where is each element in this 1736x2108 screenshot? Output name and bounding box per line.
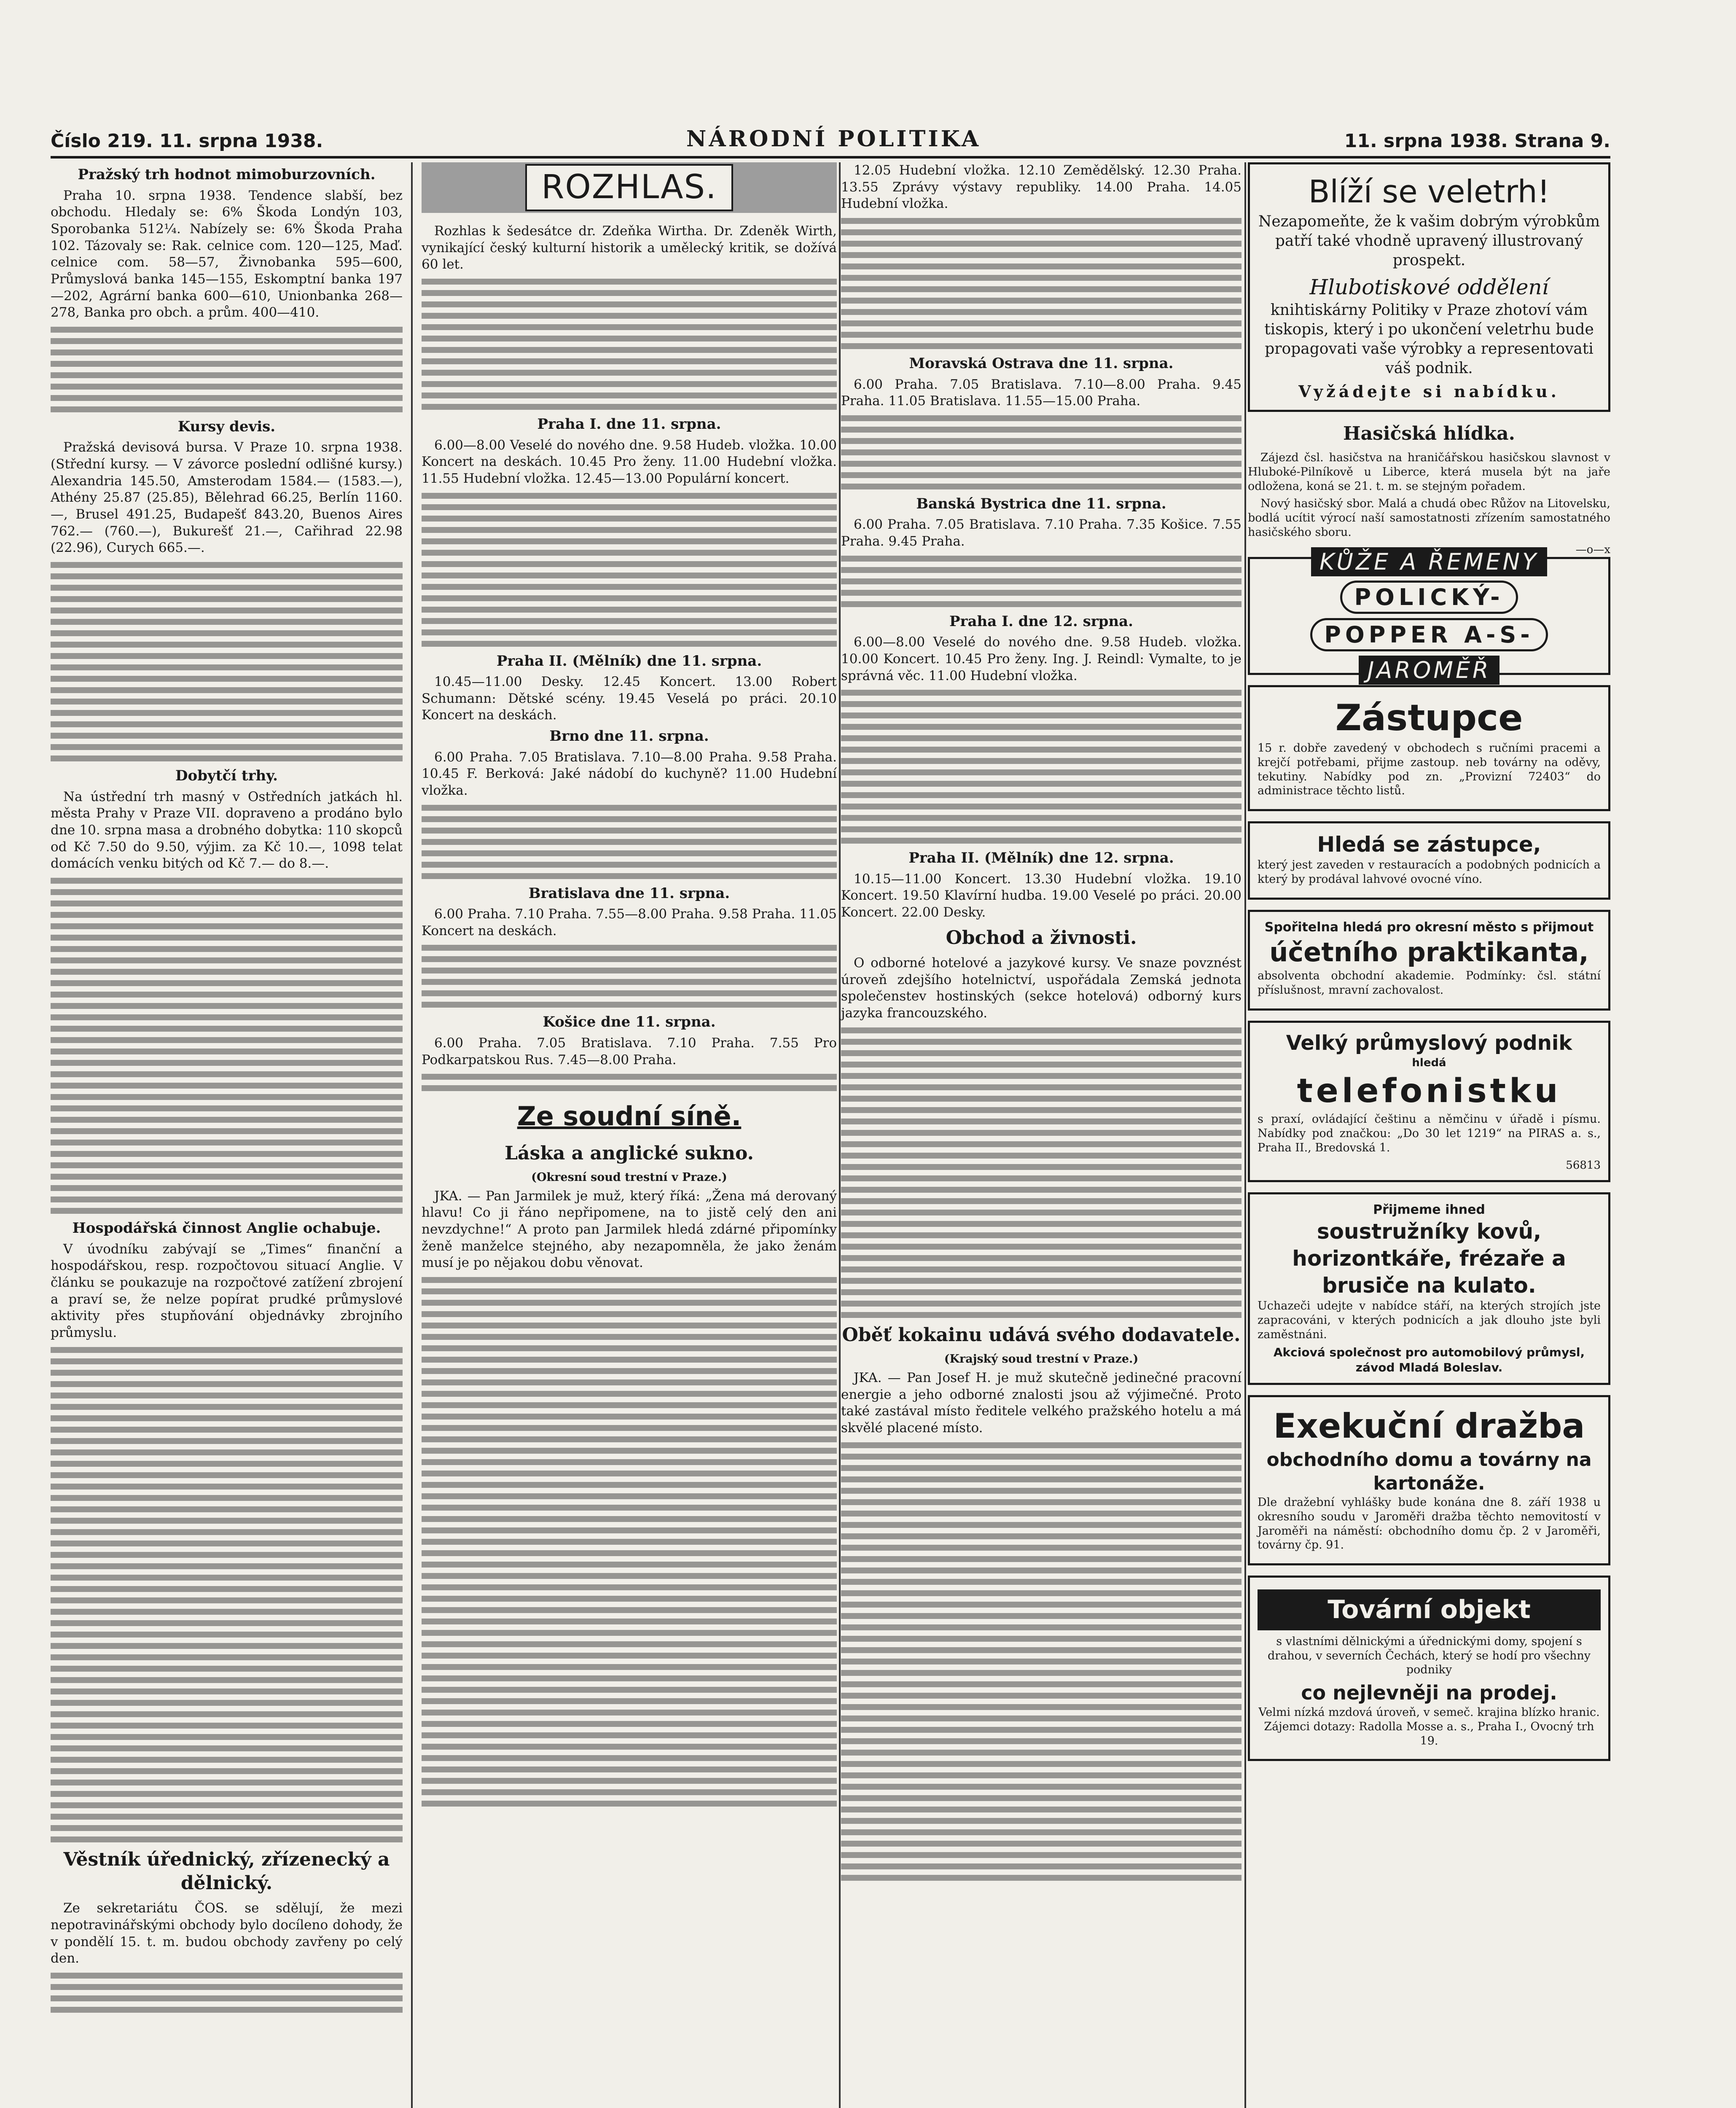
article-title: Věstník úřednický, zřízenecký a dělnický. [63,1848,390,1894]
issue-info: Číslo 219. 11. srpna 1938. [51,130,323,152]
ad-sub: obchodního domu a továrny na kartonáže. [1266,1449,1592,1494]
ad-sub: Přijmeme ihned [1373,1202,1485,1217]
veletrh-ad [1248,162,1610,412]
ad-title: soustružníky kovů, horizontkáře, frézaře a brusiče na kulato. [1292,1219,1566,1298]
program-text: 6.00 Praha. 7.05 Bratislava. 7.10 Praha. 7.55 Pro Podkarpatskou Rus. 7.45—8.00 Praha. [422,1035,837,1067]
ad-text: s praxí, ovládající češtinu a němčinu v úřadě i písmu. Nabídky pod značkou: „Do 30 let 1219“ na PIRAS a. s., Praha II., Bredovská 1. [1258,1113,1601,1154]
ad-brand: JAROMĚŘ [1359,656,1499,685]
ad-title: Velký průmyslový podnik [1286,1031,1572,1055]
program-text: 6.00 Praha. 7.10 Praha. 7.55—8.00 Praha. 9.58 Praha. 11.05 Koncert na deskách. [422,906,837,938]
text-block [422,1074,837,1091]
page-header [51,122,1610,159]
program-text: 6.00 Praha. 7.05 Bratislava. 7.10 Praha. 7.35 Košice. 7.55 Praha. 9.45 Praha. [841,517,1242,549]
article-text: O odborné hotelové a jazykové kursy. Ve snaze povznést úroveň zdejšího hotelnictví, uspořádala Zemská jednota společenstev hostinských (sekce hotelová) odborný kurs jazyka francouzského. [841,955,1242,1021]
text-block [51,878,403,1214]
article-text: Pražská devisová bursa. V Praze 10. srpna 1938. (Střední kursy. — V závorce poslední odlišné kursy.) Alexandria 145.50, Amsterodam 1584.— (1583.—), Athény 25.87 (25.85), Bělehrad 66.25, Berlín 1160.—, Brusel 491.25, Budapešť 843.20, Buenos Aires 762.— (760.—), Bukurešť 21.—, Cařihrad 22.98 (22.96), Curych 665.—. [51,440,403,556]
program-text: 6.00—8.00 Veselé do nového dne. 9.58 Hudeb. vložka. 10.00 Koncert na deskách. 10.45 Pro ženy. 11.00 Hudební vložka. 11.55 Hudební vložka. 12.45—13.00 Populární koncert. [422,437,837,486]
text-block [51,1973,403,2013]
telefonistka-ad [1248,1021,1610,1182]
ad-text: Uchazeči udejte v nabídce stáří, na kterých strojích jste zapracováni, v kterých podnicích a jak dlouho jste byli zaměstnáni. [1258,1299,1601,1341]
section-title: ROZHLAS. [525,164,733,211]
page-info: 11. srpna 1938. Strana 9. [1344,130,1610,152]
ad-text: Velmi nízká mzdová úroveň, v semeč. krajina blízko hranic. Zájemci dotazy: Radolla Mosse a. s., Praha I., Ovocný trh 19. [1258,1706,1600,1748]
ad-title: telefonistku [1297,1072,1561,1110]
column-3 [841,162,1242,1886]
ad-signature: Akciová společnost pro automobilový průmysl, závod Mladá Boleslav. [1273,1345,1585,1375]
text-block [841,690,1242,844]
article-title: Láska a anglické sukno. [505,1142,754,1164]
program-title: Praha I. dne 11. srpna. [537,416,721,433]
text-block [422,805,837,879]
article-text: Ze sekretariátu ČOS. se sdělují, že mezi nepotravinářskými obchody bylo docíleno dohody, že v pondělí 15. t. m. budou obchody zavřeny po celý den. [51,1901,403,1966]
article-subtitle: (Krajský soud trestní v Praze.) [944,1352,1139,1366]
ad-title: účetního praktikanta, [1269,936,1589,968]
column-rule [1244,162,1246,2108]
ad-text: knihtiskárny Politiky v Praze zhotoví vám tiskopis, který i po ukončení veletrhu bude propagovati vaše výrobky a representovati váš podnik. [1264,301,1594,377]
text-block [841,415,1242,489]
article-text: V úvodníku zabývají se „Times“ finanční a hospodářskou, resp. rozpočtovou situací Anglie. V článku se poukazuje na rozpočtové zatížení zbrojení a praví se, že nelze popírat prudké průmyslové aktivity přes stupňování objednávky zbrojního průmyslu. [51,1241,403,1340]
article-text: Rozhlas k šedesátce dr. Zdeňka Wirtha. Dr. Zdeněk Wirth, vynikající český kulturní historik a umělecký kritik, se dožívá 60 let. [422,223,837,272]
text-block [51,1347,403,1842]
article-text: Praha 10. srpna 1938. Tendence slabší, bez obchodu. Hledaly se: 6% Škoda Londýn 103, Sporobanka 512¼. Nabízely se: 6% Škoda Praha 102. Tázovaly se: Rak. celnice com. 120—125, Maď. celnice com. 58—57, Živnobanka 595—600, Průmyslová banka 145—155, Eskomptní banka 197—202, Agrární banka 600—610, Unionbanka 268—278, Banka pro obch. a prům. 400—410. [51,188,403,320]
article-title: Pražský trh hodnot mimoburzovních. [78,166,376,183]
ad-text: Dle dražební vyhlášky bude konána dne 8. září 1938 u okresního soudu v Jaroměři dražba těchto nemovitostí v Jaroměři na náměstí: obchodního domu čp. 2 v Jaroměři, továrny čp. 91. [1258,1496,1601,1552]
ad-title: Zástupce [1335,696,1523,739]
program-title: Moravská Ostrava dne 11. srpna. [909,355,1174,372]
ad-title: Hledá se zástupce, [1317,832,1541,857]
text-block [51,562,403,761]
ad-sub: Spořitelna hledá pro okresní město s přijmout [1264,920,1594,935]
program-title: Praha II. (Mělník) dne 11. srpna. [496,652,762,670]
text-block [841,218,1242,349]
ad-sub: hledá [1412,1057,1446,1070]
program-text: 6.00 Praha. 7.05 Bratislava. 7.10—8.00 Praha. 9.58 Praha. 10.45 F. Berková: Jaké nádobí do kuchyně? 11.00 Hudební vložka. [422,749,837,798]
ad-cta: Vyžádejte si nabídku. [1298,382,1560,401]
program-text: 6.00 Praha. 7.05 Bratislava. 7.10—8.00 Praha. 9.45 Praha. 11.05 Bratislava. 11.55—15.00 Praha. [841,376,1242,409]
program-title: Praha I. dne 12. srpna. [949,613,1134,630]
ad-text: který jest zaveden v restauracích a podobných podnicích a který by prodával lahvové ovocné víno. [1258,858,1601,886]
section-title: Obchod a živnosti. [946,927,1137,949]
ad-text: Nezapomeňte, že k vašim dobrým výrobkům patří také vhodně upravený illustrovaný prospekt. [1258,212,1600,269]
program-text: 10.45—11.00 Desky. 12.45 Koncert. 13.00 Robert Schumann: Dětské scény. 19.45 Veselá po práci. 20.10 Koncert na deskách. [422,674,837,723]
ad-title: Tovární objekt [1258,1589,1601,1630]
program-text: 10.15—11.00 Koncert. 13.30 Hudební vložka. 19.10 Koncert. 19.50 Klavírní hudba. 19.00 Veselé po práci. 20.00 Koncert. 22.00 Desky. [841,871,1242,920]
column-rule [839,162,841,2108]
drazba-ad [1248,1395,1610,1565]
ad-title: Blíží se veletrh! [1308,174,1550,210]
section-title: Ze soudní síně. [517,1101,742,1132]
ad-text: 15 r. dobře zavedený v obchodech s ručními pracemi a krejčí potřebami, přijme zastoup. neb továrny na oděvy, tekutiny. Nabídky pod zn. „Provizní 72403“ do administrace těchto listů. [1258,742,1601,798]
text-block [841,1442,1242,1881]
text-block [841,1027,1242,1318]
article-title: Hospodářská činnost Anglie ochabuje. [72,1219,381,1237]
program-text: 12.05 Hudební vložka. 12.10 Zemědělský. 12.30 Praha. 13.55 Zprávy výstavy republiky. 14.00 Praha. 14.05 Hudební vložka. [841,163,1242,212]
article-title: Kursy devis. [177,418,276,435]
section-title: Hasičská hlídka. [1343,422,1515,444]
text-block [422,493,837,647]
soustruznik-ad [1248,1192,1610,1385]
ad-brand: KŮŽE A ŘEMENY [1311,547,1547,576]
text-block [422,945,837,1008]
article-subtitle: (Okresní soud trestní v Praze.) [531,1171,727,1184]
column-rule [411,162,413,2108]
text-block [841,556,1242,607]
hleda-ad [1248,821,1610,900]
program-title: Košice dne 11. srpna. [543,1014,716,1031]
column-1 [51,162,403,2018]
text-block [422,279,837,410]
article-text: Zájezd čsl. hasičstva na hraničářskou hasičskou slavnost v Hluboké-Pilníkově u Liberce, která musela být na jaře odložena, koná se 21. t. m. se stejným pořadem. [1248,451,1610,493]
article-text: JKA. — Pan Josef H. je muž skutečně jedinečné pracovní energie a jeho odborné znalosti jsou až výjimečné. Proto také zastával místo ředitele velkého pražského hotelu a má skvělé placené místo. [841,1370,1242,1436]
program-title: Bratislava dne 11. srpna. [528,885,730,902]
program-title: Brno dne 11. srpna. [549,728,709,745]
article-text: Na ústřední trh masný v Ostředních jatkách hl. města Prahy v Praze VII. dopraveno a prodáno bylo dne 10. srpna masa a drobného dobytka: 110 skopců od Kč 7.50 do 9.50, výjim. za Kč 10.—, 1098 telat domácích venku bitých od Kč 7.— do 8.—. [51,789,403,871]
program-title: Praha II. (Mělník) dne 12. srpna. [908,850,1174,867]
article-title: Oběť kokainu udává svého dodavatele. [842,1324,1241,1346]
rozhlas-banner [422,162,837,213]
article-signature: —o—x [1575,543,1610,556]
ad-brand: POPPER A-S- [1310,618,1548,651]
article-text: Nový hasičský sbor. Malá a chudá obec Růžov na Litovelsku, bodlá ucítit výrocí naší samostatnosti zřízením samostatného hasičského sboru. [1248,497,1610,539]
masthead: NÁRODNÍ POLITIKA [686,126,981,152]
program-title: Banská Bystrica dne 11. srpna. [916,495,1166,512]
text-block [51,327,403,412]
tovarni-objekt-ad [1248,1576,1610,1761]
ucetni-ad [1248,910,1610,1011]
article-text: JKA. — Pan Jarmilek je muž, který říká: „Žena má derovaný hlavu! Co ji řáno nepřipomene, na to jistě celý den ani nevzdychne!“ A proto pan Jarmilek hledá zdárné připomínky ženě manželce stejného, aby nezapomněla, že jako ženám musí je po nějakou dobu věnovat. [422,1188,837,1271]
ad-text: s vlastními dělnickými a úřednickými domy, spojení s drahou, v severních Čechách, který se hodí pro všechny podniky [1267,1635,1591,1677]
ad-text: absolventa obchodní akademie. Podmínky: čsl. státní příslušnost, mravní zachovalost. [1258,969,1601,997]
ad-title: Exekuční dražba [1273,1406,1585,1446]
zastupce-ad [1248,685,1610,811]
column-2 [422,162,837,1812]
article-title: Dobytčí trhy. [175,767,278,785]
ad-code: 56813 [1566,1159,1601,1172]
column-4-ads [1248,162,1610,1771]
ad-dept: Hlubotiskové oddělení [1309,274,1549,299]
program-text: 6.00—8.00 Veselé do nového dne. 9.58 Hudeb. vložka. 10.00 Koncert. 10.45 Pro ženy. Ing. J. Reindl: Vymalte, to je správná věc. 11.00 Hudební vložka. [841,635,1242,683]
text-block [422,1277,837,1807]
ad-brand: POLICKÝ- [1340,581,1518,614]
ad-highlight: co nejlevněji na prodej. [1301,1681,1557,1705]
